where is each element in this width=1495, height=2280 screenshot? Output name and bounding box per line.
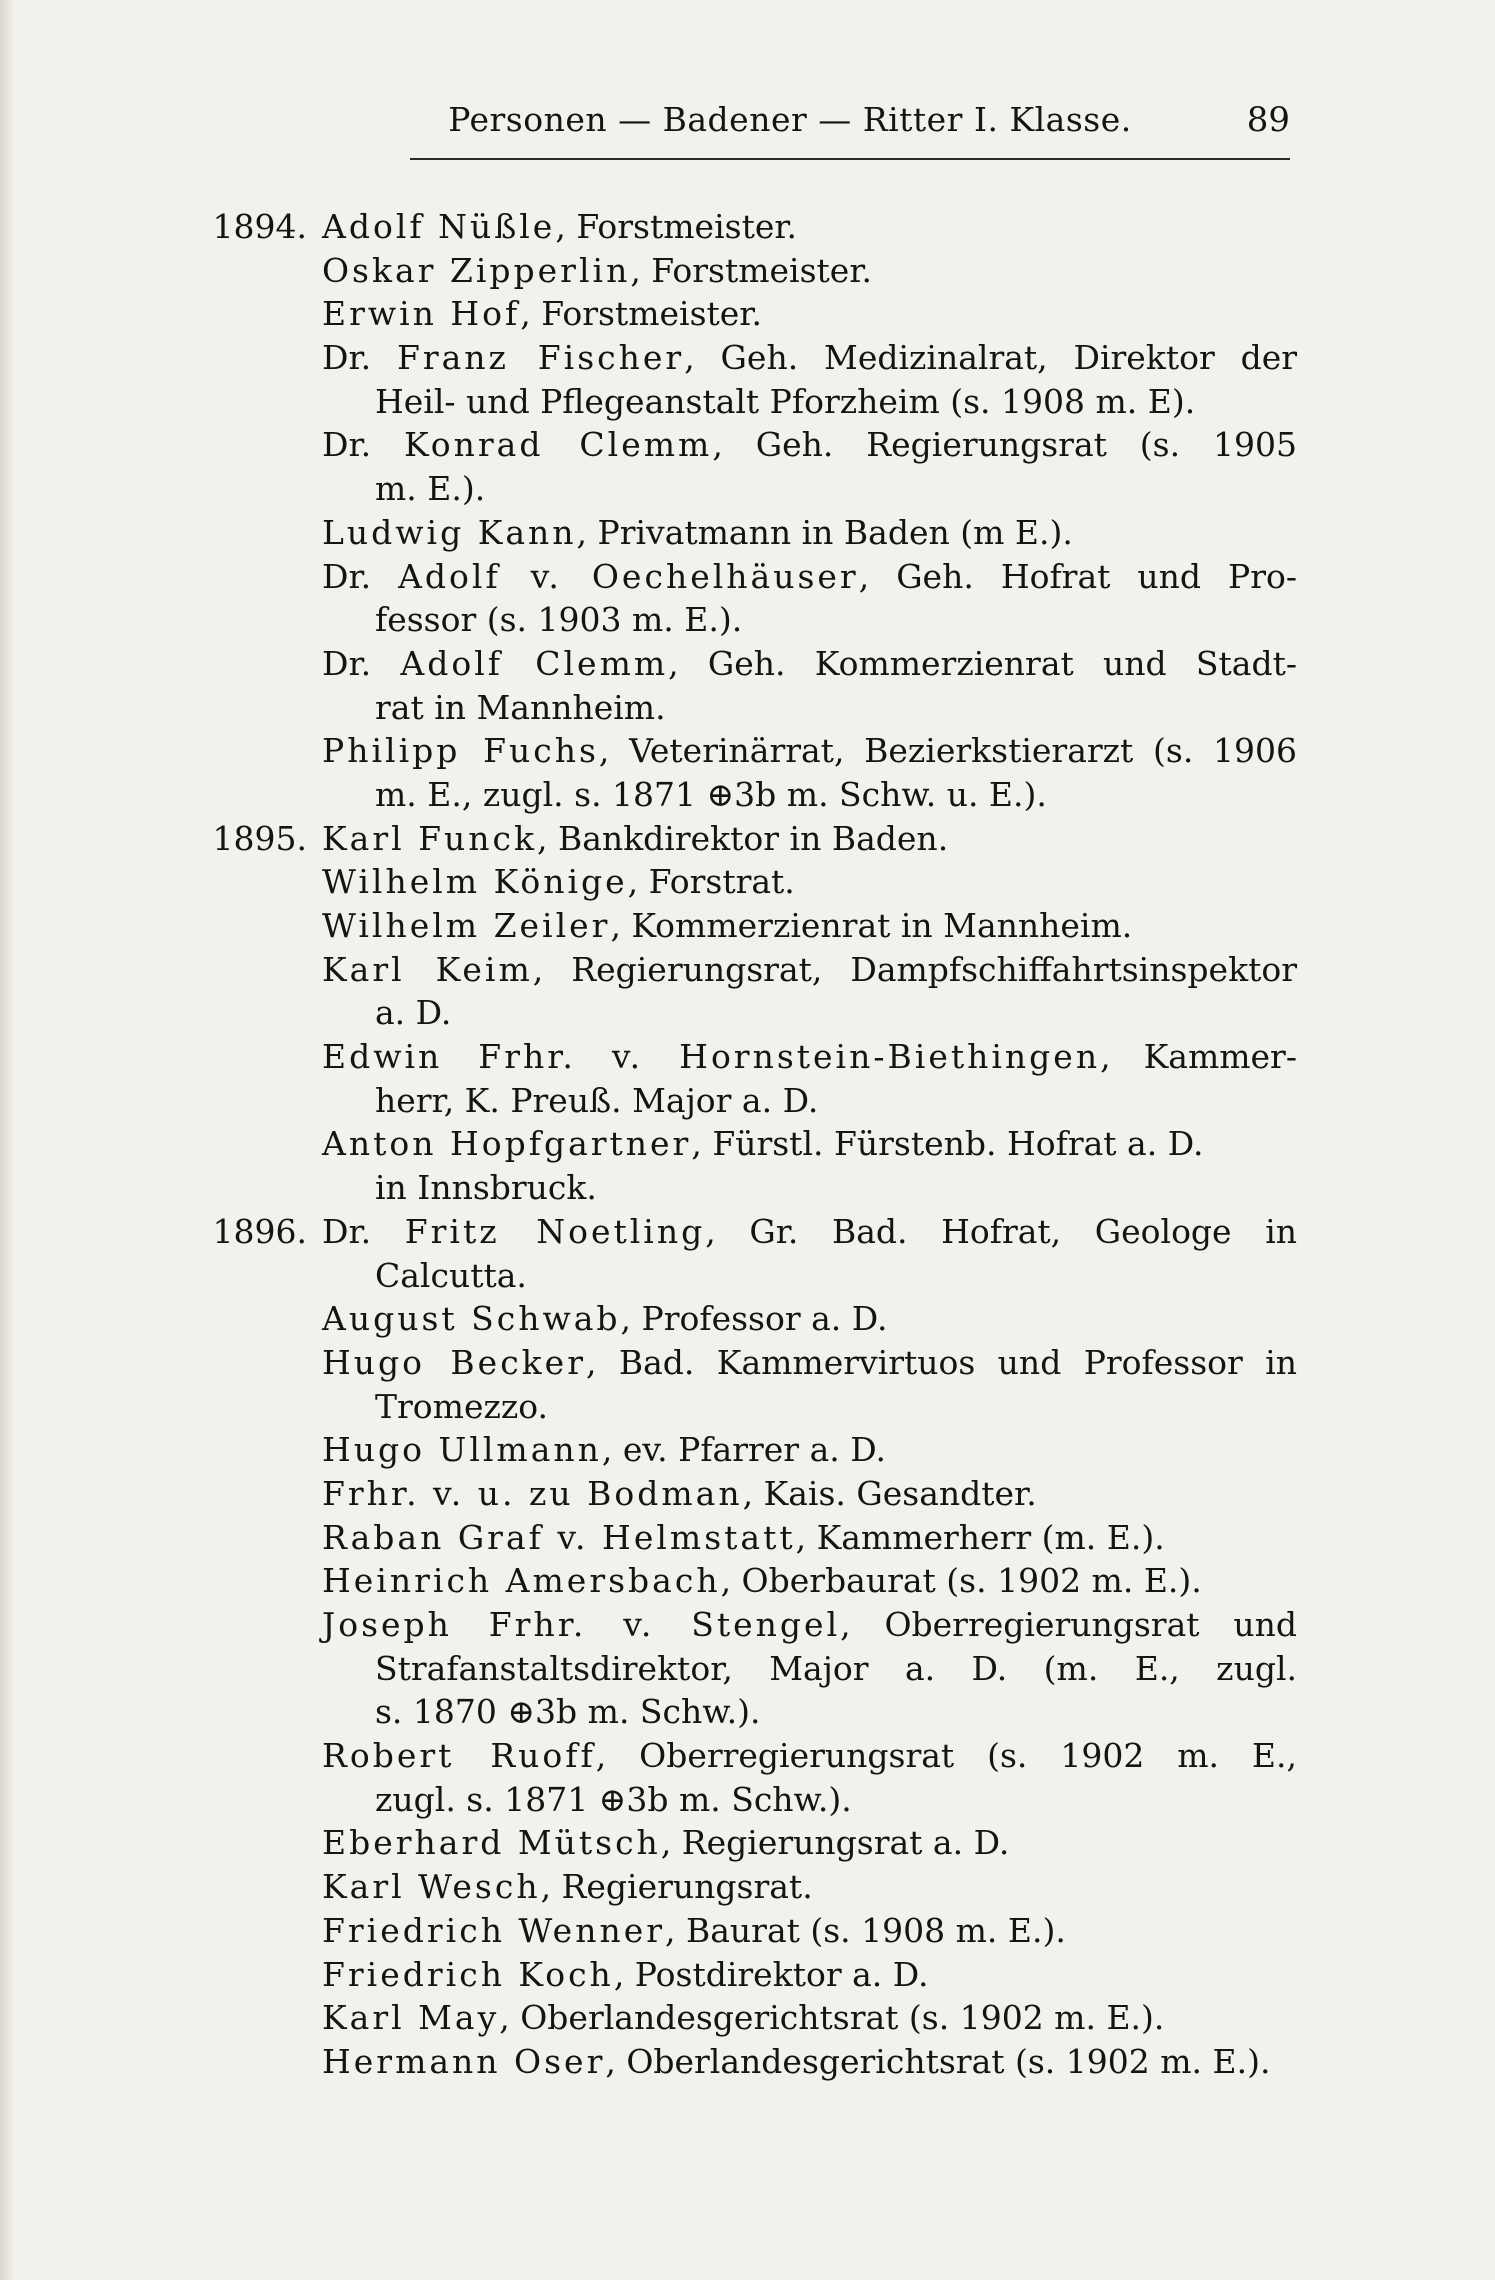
- entry-line: [195, 423, 1295, 467]
- person-description: , Regierungsrat, Dampfschiffahrtsinspektor: [532, 949, 1297, 989]
- entry-list: [195, 205, 1298, 2084]
- entry-text: [322, 1297, 888, 1341]
- entry-text: [322, 1122, 1203, 1166]
- entry-text: herr, K. Preuß. Major a. D.: [375, 1080, 819, 1120]
- person-description: , Forstmeister.: [555, 207, 797, 246]
- person-description: , Bankdirektor in Baden.: [537, 818, 949, 858]
- entry-title-prefix: Dr.: [322, 338, 397, 378]
- entry-line: [195, 336, 1295, 380]
- entry-text: [322, 1210, 1297, 1254]
- entry-continuation-line: [195, 380, 1295, 424]
- entry-text: Heil- und Pflegeanstalt Pforzheim (s. 1908 m. E).: [375, 381, 1196, 421]
- entry-line: [195, 1996, 1295, 2040]
- entry-text: [322, 1909, 1066, 1953]
- entry-line: [195, 1122, 1295, 1166]
- entry-text: [322, 904, 1132, 948]
- person-description: , Forstrat.: [627, 862, 795, 902]
- entry-line: [195, 1035, 1295, 1079]
- entry-line: [195, 1516, 1295, 1560]
- entry-text: [322, 860, 795, 904]
- entry-text: [322, 1516, 1165, 1560]
- entry-continuation-line: [195, 598, 1295, 642]
- person-name: Friedrich Koch: [322, 1954, 614, 1994]
- entry-title-prefix: Dr.: [322, 556, 399, 596]
- entry-line: [195, 1428, 1295, 1472]
- person-description: , Oberregierungsrat und: [840, 1605, 1297, 1644]
- person-name: Fritz Noetling: [404, 1211, 706, 1251]
- entry-text: m. E., zugl. s. 1871 ⊕3b m. Schw. u. E.).: [375, 774, 1047, 814]
- page-number: 89: [1246, 100, 1290, 140]
- entry-continuation-line: [195, 1385, 1295, 1429]
- entry-text: Calcutta.: [375, 1255, 527, 1295]
- entry-line: [195, 2040, 1295, 2084]
- entry-text: [322, 1341, 1297, 1385]
- person-description: , ev. Pfarrer a. D.: [601, 1430, 886, 1470]
- person-name: Hugo Becker: [322, 1342, 586, 1382]
- entry-text: [322, 817, 948, 861]
- person-description: , Forstmeister.: [630, 250, 872, 290]
- entry-year: 1896.: [212, 1211, 307, 1251]
- person-description: , Geh. Medizinalrat, Direktor der: [684, 338, 1297, 378]
- header-rule: [410, 158, 1290, 160]
- person-description: , Kammer-: [1100, 1037, 1297, 1077]
- person-name: Adolf Clemm: [400, 643, 669, 683]
- entry-continuation-line: [195, 1647, 1295, 1691]
- person-name: Hugo Ullmann: [322, 1430, 602, 1470]
- person-description: , Privatmann in Baden (m E.).: [576, 512, 1073, 552]
- person-name: August Schwab: [322, 1299, 621, 1339]
- entry-text: [322, 1603, 1297, 1647]
- person-name: Raban Graf v. Helmstatt: [322, 1517, 796, 1557]
- entry-continuation-line: [195, 1166, 1295, 1210]
- entry-line: [195, 1603, 1295, 1647]
- entry-text: [322, 1472, 1037, 1516]
- entry-line: [195, 1472, 1295, 1516]
- entry-text: fessor (s. 1903 m. E.).: [375, 600, 743, 640]
- entry-continuation-line: [195, 773, 1295, 817]
- person-description: , Postdirektor a. D.: [613, 1954, 929, 1994]
- person-name: Robert Ruoff: [322, 1736, 596, 1776]
- entry-line: [195, 1821, 1295, 1865]
- person-name: Erwin Hof: [322, 294, 521, 334]
- entry-continuation-line: [195, 991, 1295, 1035]
- entry-text: [322, 1996, 1164, 2040]
- person-description: , Oberlandesgerichtsrat (s. 1902 m. E.).: [605, 2041, 1271, 2081]
- entry-text: Tromezzo.: [375, 1386, 549, 1426]
- entry-line: [195, 1297, 1295, 1341]
- person-name: Philipp Fuchs: [322, 731, 599, 771]
- person-description: , Regierungsrat.: [540, 1867, 813, 1907]
- entry-text: [322, 642, 1297, 686]
- entry-continuation-line: [195, 1778, 1295, 1822]
- person-name: Edwin Frhr. v. Hornstein-Biethingen: [322, 1037, 1101, 1077]
- person-name: Ludwig Kann: [322, 512, 577, 552]
- entry-text: [322, 729, 1297, 773]
- running-header: [410, 100, 1290, 160]
- person-name: Adolf Nüßle: [322, 207, 556, 246]
- entry-line: [195, 249, 1295, 293]
- entry-line: [195, 1341, 1298, 1385]
- entry-text: [322, 511, 1073, 555]
- entry-line: [195, 1865, 1295, 1909]
- person-name: Hermann Oser: [322, 2041, 606, 2081]
- entry-text: [322, 1734, 1297, 1778]
- person-description: , Bad. Kammervirtuos und Professor in: [585, 1342, 1298, 1382]
- person-description: , Kais. Gesandter.: [742, 1473, 1037, 1513]
- entry-text: in Innsbruck.: [375, 1168, 597, 1208]
- person-description: , Veterinärrat, Bezierkstierarzt (s. 1906: [598, 731, 1297, 771]
- person-description: , Forstmeister.: [520, 294, 762, 334]
- entry-line: [195, 948, 1295, 992]
- person-description: , Baurat (s. 1908 m. E.).: [665, 1910, 1066, 1950]
- person-description: , Oberlandesgerichtsrat (s. 1902 m. E.).: [499, 1998, 1165, 2038]
- entry-text: [322, 1953, 929, 1997]
- entry-text: [322, 948, 1297, 992]
- entry-continuation-line: [195, 1254, 1295, 1298]
- entry-title-prefix: Dr.: [322, 425, 405, 465]
- person-name: Heinrich Amersbach: [322, 1561, 721, 1601]
- person-name: Karl Keim: [322, 949, 533, 989]
- person-name: Karl May: [322, 1998, 500, 2038]
- person-description: , Geh. Regierungsrat (s. 1905: [712, 425, 1297, 465]
- entry-line: [195, 511, 1295, 555]
- entry-line: [195, 860, 1295, 904]
- scan-shadow-edge: [0, 0, 14, 2280]
- person-description: , Gr. Bad. Hofrat, Geologe in: [705, 1211, 1298, 1251]
- entry-text: [322, 1559, 1202, 1603]
- entry-line: [195, 1734, 1298, 1778]
- entry-line: [195, 642, 1298, 686]
- person-description: , Kommerzienrat in Mannheim.: [610, 906, 1133, 945]
- entry-line: [195, 1559, 1295, 1603]
- person-name: Friedrich Wenner: [322, 1910, 666, 1950]
- entry-text: [322, 423, 1297, 467]
- entry-text: [322, 292, 762, 336]
- person-description: , Fürstl. Fürstenb. Hofrat a. D.: [691, 1124, 1204, 1164]
- person-description: , Geh. Hofrat und Pro-: [858, 556, 1297, 596]
- entry-line: [195, 729, 1295, 773]
- person-name: Konrad Clemm: [404, 425, 713, 465]
- person-description: , Geh. Kommerzienrat und Stadt-: [668, 643, 1298, 683]
- entry-line: [195, 555, 1295, 599]
- entry-line: [195, 292, 1295, 336]
- entry-text: [322, 1428, 886, 1472]
- entry-continuation-line: [195, 1079, 1295, 1123]
- entry-text: s. 1870 ⊕3b m. Schw.).: [375, 1692, 761, 1732]
- person-name: Karl Funck: [322, 818, 538, 858]
- entry-title-prefix: Dr.: [322, 1211, 405, 1251]
- person-name: Adolf v. Oechelhäuser: [398, 556, 859, 596]
- entry-text: rat in Mannheim.: [375, 687, 666, 727]
- person-name: Oskar Zipperlin: [322, 250, 631, 290]
- entry-line: [195, 1210, 1298, 1254]
- person-description: , Kammerherr (m. E.).: [795, 1517, 1165, 1557]
- person-name: Franz Fischer: [396, 338, 685, 378]
- person-description: , Professor a. D.: [620, 1299, 888, 1339]
- entry-line: [195, 817, 1295, 861]
- person-name: Anton Hopfgartner: [322, 1124, 692, 1164]
- entry-text: a. D.: [375, 993, 452, 1033]
- entry-line: [195, 1909, 1295, 1953]
- entry-text: [322, 1821, 1009, 1865]
- person-name: Karl Wesch: [322, 1867, 541, 1907]
- entry-year: 1895.: [212, 818, 307, 858]
- entry-year: 1894.: [212, 207, 307, 246]
- entry-line: [195, 1953, 1295, 1997]
- entry-text: [322, 555, 1297, 599]
- entry-text: [322, 205, 797, 249]
- entry-continuation-line: [195, 467, 1295, 511]
- person-name: Eberhard Mütsch: [322, 1823, 661, 1863]
- person-name: Wilhelm Könige: [322, 862, 628, 902]
- entry-text: [322, 2040, 1270, 2084]
- entry-line: [195, 904, 1295, 948]
- person-name: Joseph Frhr. v. Stengel: [322, 1605, 841, 1644]
- person-name: Wilhelm Zeiler: [322, 906, 611, 945]
- entry-text: m. E.).: [375, 469, 486, 509]
- person-name: Frhr. v. u. zu Bodman: [322, 1473, 743, 1513]
- entry-text: Strafanstaltsdirektor, Major a. D. (m. E., zugl.: [375, 1648, 1297, 1688]
- entry-text: zugl. s. 1871 ⊕3b m. Schw.).: [375, 1779, 852, 1819]
- entry-continuation-line: [195, 1690, 1295, 1734]
- person-description: , Oberbaurat (s. 1902 m. E.).: [720, 1561, 1202, 1601]
- entry-continuation-line: [195, 686, 1295, 730]
- person-description: , Oberregierungsrat (s. 1902 m. E.,: [595, 1736, 1298, 1776]
- person-description: , Regierungsrat a. D.: [660, 1823, 1010, 1863]
- entry-text: [322, 249, 872, 293]
- header-title: Personen — Badener — Ritter I. Klasse.: [448, 100, 1132, 139]
- entry-text: [322, 336, 1297, 380]
- entry-line: [195, 205, 1295, 249]
- entry-text: [322, 1035, 1297, 1079]
- entry-title-prefix: Dr.: [322, 643, 401, 683]
- entry-text: [322, 1865, 813, 1909]
